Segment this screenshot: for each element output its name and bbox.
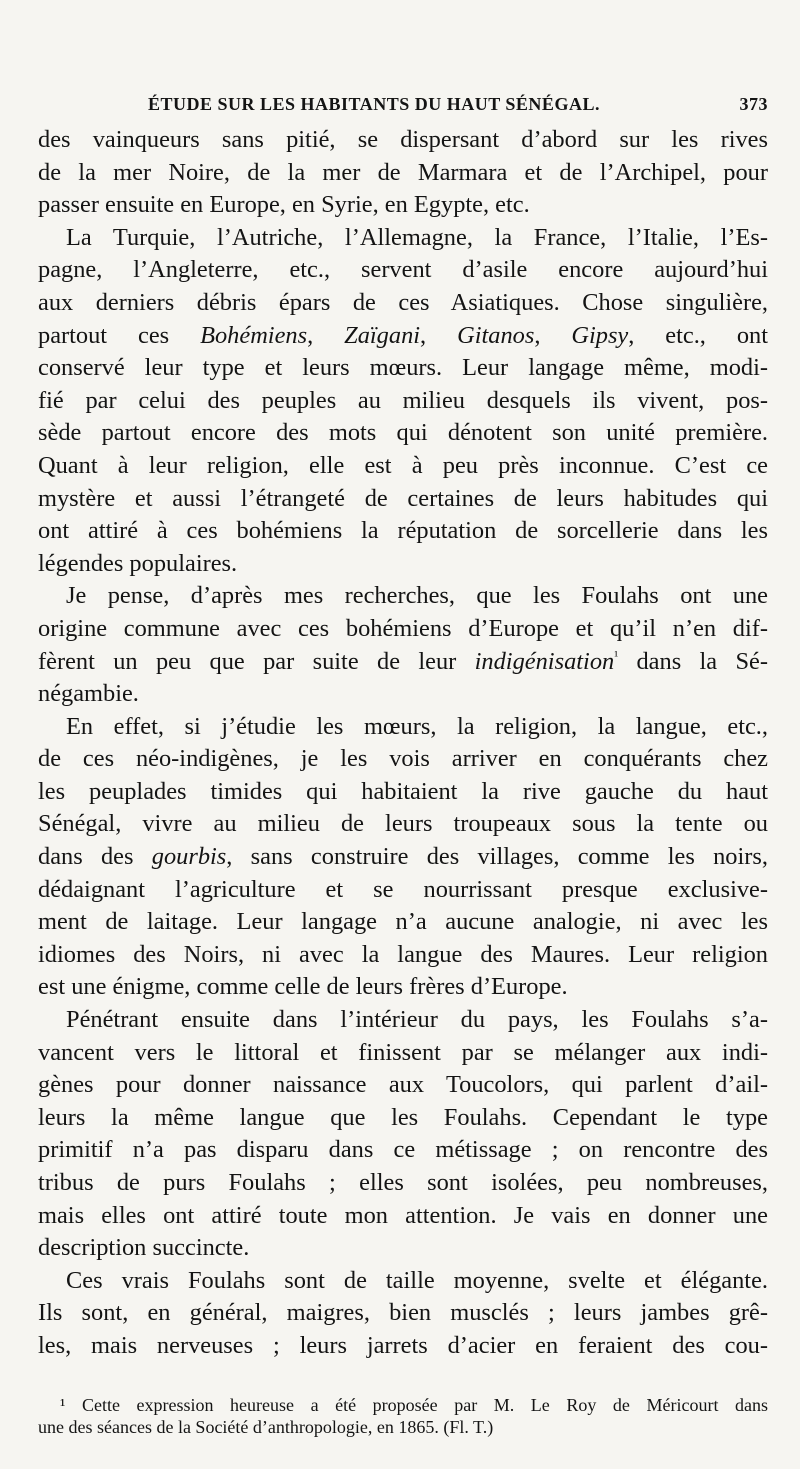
body-line bbox=[38, 417, 768, 450]
body-line bbox=[38, 808, 768, 841]
text-run: passer ensuite en Europe, en Syrie, en Egypte, etc. bbox=[38, 191, 530, 219]
body-line bbox=[38, 841, 768, 874]
text-run: , etc., ont bbox=[628, 321, 768, 349]
body-line bbox=[38, 776, 768, 809]
body-line bbox=[38, 646, 768, 679]
text-run: mais elles ont attiré toute mon attention. Je vais en donner une bbox=[38, 1201, 768, 1229]
text-run: est une énigme, comme celle de leurs frères d’Europe. bbox=[38, 973, 568, 1001]
body-line bbox=[38, 1037, 768, 1070]
text-run: primitif n’a pas disparu dans ce métissage ; on rencontre des bbox=[38, 1136, 768, 1164]
text-run: La Turquie, l’Autriche, l’Allemagne, la France, l’Italie, l’Es- bbox=[66, 223, 768, 251]
text-run: En effet, si j’étudie les mœurs, la religion, la langue, etc., bbox=[66, 712, 768, 740]
body-line bbox=[38, 157, 768, 190]
body-line bbox=[38, 352, 768, 385]
text-run: négambie. bbox=[38, 680, 139, 708]
body-line bbox=[38, 613, 768, 646]
body-line bbox=[38, 320, 768, 353]
footnote-marker: ¹ bbox=[614, 647, 619, 663]
body-line bbox=[38, 1330, 768, 1363]
italic-term: Gitanos bbox=[457, 321, 535, 349]
text-run: ont attiré à ces bohémiens la réputation de sorcellerie dans les bbox=[38, 517, 768, 545]
text-run: , bbox=[307, 321, 345, 349]
body-line bbox=[38, 1167, 768, 1200]
text-run: les, mais nerveuses ; leurs jarrets d’acier en feraient des cou- bbox=[38, 1331, 768, 1359]
text-run: , sans construire des villages, comme les noirs, bbox=[226, 843, 768, 871]
text-run: fèrent un peu que par suite de leur bbox=[38, 647, 475, 675]
text-run: mystère et aussi l’étrangeté de certaines de leurs habitudes qui bbox=[38, 484, 768, 512]
italic-term: indigénisation bbox=[474, 647, 615, 675]
body-line bbox=[38, 222, 768, 255]
body-line bbox=[38, 874, 768, 907]
text-run: leurs la même langue que les Foulahs. Cependant le type bbox=[38, 1103, 768, 1131]
text-run: ment de laitage. Leur langage n’a aucune analogie, ni avec les bbox=[38, 908, 768, 936]
body-line bbox=[38, 483, 768, 516]
body-line bbox=[38, 906, 768, 939]
text-run: partout ces bbox=[38, 321, 201, 349]
body-line bbox=[38, 1297, 768, 1330]
body-line bbox=[38, 124, 768, 157]
body-line bbox=[38, 939, 768, 972]
text-run: Quant à leur religion, elle est à peu près inconnue. C’est ce bbox=[38, 451, 768, 479]
page-header bbox=[40, 94, 768, 120]
text-run: tribus de purs Foulahs ; elles sont isolées, peu nombreuses, bbox=[38, 1169, 768, 1196]
text-run: description succincte. bbox=[38, 1234, 250, 1262]
text-run: dans des bbox=[38, 843, 152, 871]
text-run: Je pense, d’après mes recherches, que les Foulahs ont une bbox=[66, 582, 768, 610]
text-run: vancent vers le littoral et finissent par se mélanger aux indi- bbox=[38, 1038, 768, 1066]
body-line bbox=[38, 1134, 768, 1167]
body-line bbox=[38, 385, 768, 418]
text-run: , bbox=[420, 321, 458, 349]
body-line bbox=[38, 254, 768, 287]
body-text bbox=[38, 124, 768, 1363]
text-run: dédaignant l’agriculture et se nourrissant presque exclusive- bbox=[38, 875, 768, 903]
text-run: sède partout encore des mots qui dénotent son unité première. bbox=[38, 419, 768, 447]
text-run: les peuplades timides qui habitaient la rive gauche du haut bbox=[38, 777, 768, 805]
italic-term: gourbis bbox=[151, 843, 227, 871]
footnote-line bbox=[38, 1394, 768, 1416]
text-run: de la mer Noire, de la mer de Marmara et de l’Archipel, pour bbox=[38, 158, 768, 186]
body-line bbox=[38, 1200, 768, 1233]
text-run: origine commune avec ces bohémiens d’Europe et qu’il n’en dif- bbox=[38, 614, 768, 642]
footnote-line bbox=[38, 1416, 768, 1438]
text-run: une des séances de la Société d’anthropologie, en 1865. (Fl. T.) bbox=[38, 1417, 494, 1437]
text-run: idiomes des Noirs, ni avec la langue des Maures. Leur religion bbox=[38, 940, 768, 968]
text-run: de ces néo-indigènes, je les vois arriver en conquérants chez bbox=[38, 745, 768, 773]
body-line bbox=[38, 1265, 768, 1298]
body-line bbox=[38, 743, 768, 776]
body-line bbox=[38, 189, 768, 222]
text-run: , bbox=[534, 321, 572, 349]
body-line bbox=[38, 1004, 768, 1037]
body-line bbox=[38, 287, 768, 320]
body-line bbox=[38, 678, 768, 711]
text-run: dans la Sé- bbox=[618, 647, 768, 675]
text-run: des vainqueurs sans pitié, se dispersant d’abord sur les rives bbox=[38, 126, 768, 153]
text-run: aux derniers débris épars de ces Asiatiques. Chose singulière, bbox=[38, 288, 768, 316]
text-run: Ces vrais Foulahs sont de taille moyenne, svelte et élégante. bbox=[66, 1266, 768, 1294]
body-line bbox=[38, 1102, 768, 1135]
body-line bbox=[38, 971, 768, 1004]
italic-term: Bohémiens bbox=[200, 321, 308, 349]
running-title: ÉTUDE SUR LES HABITANTS DU HAUT SÉNÉGAL. bbox=[148, 94, 600, 114]
footnote bbox=[38, 1394, 768, 1438]
page-number: 373 bbox=[739, 94, 768, 114]
body-line bbox=[38, 548, 768, 581]
text-run: conservé leur type et leurs mœurs. Leur langage même, modi- bbox=[38, 354, 768, 382]
italic-term: Zaïgani bbox=[344, 321, 421, 349]
text-run: légendes populaires. bbox=[38, 549, 238, 577]
body-line bbox=[38, 515, 768, 548]
text-run: Ils sont, en général, maigres, bien musclés ; leurs jambes grê- bbox=[38, 1299, 768, 1327]
body-line bbox=[38, 711, 768, 744]
text-run: Pénétrant ensuite dans l’intérieur du pays, les Foulahs s’a- bbox=[66, 1006, 768, 1034]
text-run: ¹ Cette expression heureuse a été proposée par M. Le Roy de Méricourt dans bbox=[60, 1395, 768, 1415]
body-line bbox=[38, 1232, 768, 1265]
italic-term: Gipsy bbox=[571, 321, 629, 349]
body-line bbox=[38, 1069, 768, 1102]
body-line bbox=[38, 580, 768, 613]
text-run: pagne, l’Angleterre, etc., servent d’asile encore aujourd’hui bbox=[38, 256, 768, 284]
text-run: gènes pour donner naissance aux Toucolors, qui parlent d’ail- bbox=[38, 1071, 768, 1099]
text-run: fié par celui des peuples au milieu desquels ils vivent, pos- bbox=[38, 386, 768, 414]
body-line bbox=[38, 450, 768, 483]
text-run: Sénégal, vivre au milieu de leurs troupeaux sous la tente ou bbox=[38, 810, 768, 838]
